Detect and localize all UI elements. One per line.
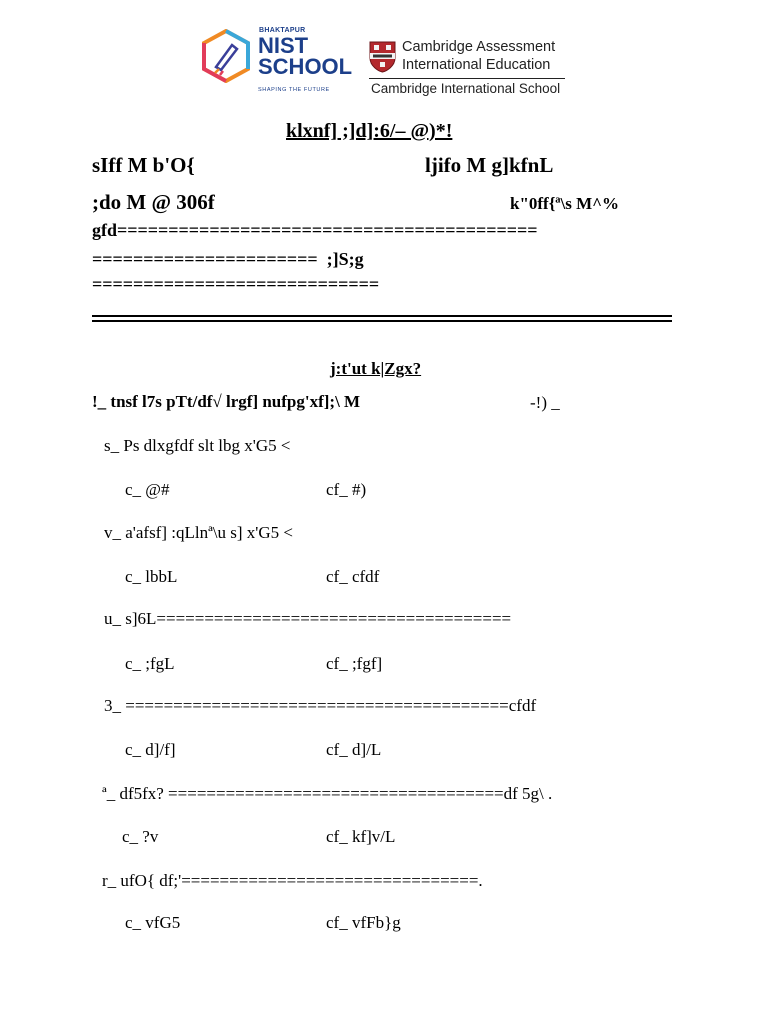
- extra-field-line: ============================: [92, 274, 380, 294]
- question-3: u_ s]6L=====================================: [104, 609, 512, 628]
- nist-school-logo: [199, 27, 359, 99]
- time-field: ;do M @ 306f: [92, 190, 215, 214]
- cambridge-logo: [369, 38, 579, 100]
- nist-hexagon-icon: [199, 29, 253, 83]
- full-marks-field: k"0ff{ª\s M^%: [510, 194, 620, 213]
- question-5: ª_ df5fx? ===================================df 5g\ .: [102, 784, 553, 803]
- cambridge-school-name: Cambridge International School: [371, 81, 561, 96]
- question-1: s_ Ps dlxgfdf slt lbg x'G5 <: [104, 436, 291, 455]
- question-1-option-b: cf_ #): [326, 480, 367, 499]
- question-2-option-b: cf_ cfdf: [326, 567, 380, 586]
- header-rule-bottom: [92, 320, 672, 322]
- header-rule-top: [92, 315, 672, 317]
- cambridge-shield-icon: [369, 41, 396, 73]
- section-field: ====================== ;]S;g: [92, 249, 364, 269]
- question-6-option-a: c_ vfG5: [125, 913, 181, 932]
- question-3-option-b: cf_ ;fgf]: [326, 654, 383, 673]
- nist-tagline: SHAPING THE FUTURE: [258, 87, 330, 93]
- question-5-option-a: c_ ?v: [122, 827, 159, 846]
- question-1-option-a: c_ @#: [125, 480, 170, 499]
- question-2-option-a: c_ lbbL: [125, 567, 178, 586]
- question-2: v_ a'afsf] :qLlnª\u s] x'G5 <: [104, 523, 293, 542]
- section-marks: -!) _: [530, 393, 560, 412]
- name-field: gfd=========================================: [92, 220, 538, 240]
- nist-brand-line2: SCHOOL: [258, 54, 353, 79]
- exam-title: klxnf] ;]d]:6/– @)*!: [286, 120, 453, 142]
- question-4-option-a: c_ d]/f]: [125, 740, 176, 759]
- cambridge-divider: [369, 78, 565, 79]
- cambridge-name-line2: International Education: [402, 57, 551, 73]
- question-6: r_ ufO{ df;'===============================.: [102, 871, 483, 890]
- question-5-option-b: cf_ kf]v/L: [326, 827, 396, 846]
- question-4-option-b: cf_ d]/L: [326, 740, 382, 759]
- nist-brand-location: BHAKTAPUR: [259, 27, 306, 34]
- section-heading: j:t'ut k|Zgx?: [330, 359, 422, 378]
- cambridge-name-line1: Cambridge Assessment: [402, 39, 556, 55]
- question-3-option-a: c_ ;fgL: [125, 654, 175, 673]
- question-6-option-b: cf_ vfFb}g: [326, 913, 401, 932]
- class-field: sIff M b'O{: [92, 153, 195, 177]
- nist-brand-line1: NIST: [258, 33, 309, 58]
- subject-field: ljifo M g]kfnL: [425, 153, 554, 177]
- question-4: 3_ ========================================cfdf: [104, 696, 537, 715]
- instruction-text: !_ tnsf l7s pTt/df√ lrgf] nufpg'xf];\ M: [92, 392, 361, 411]
